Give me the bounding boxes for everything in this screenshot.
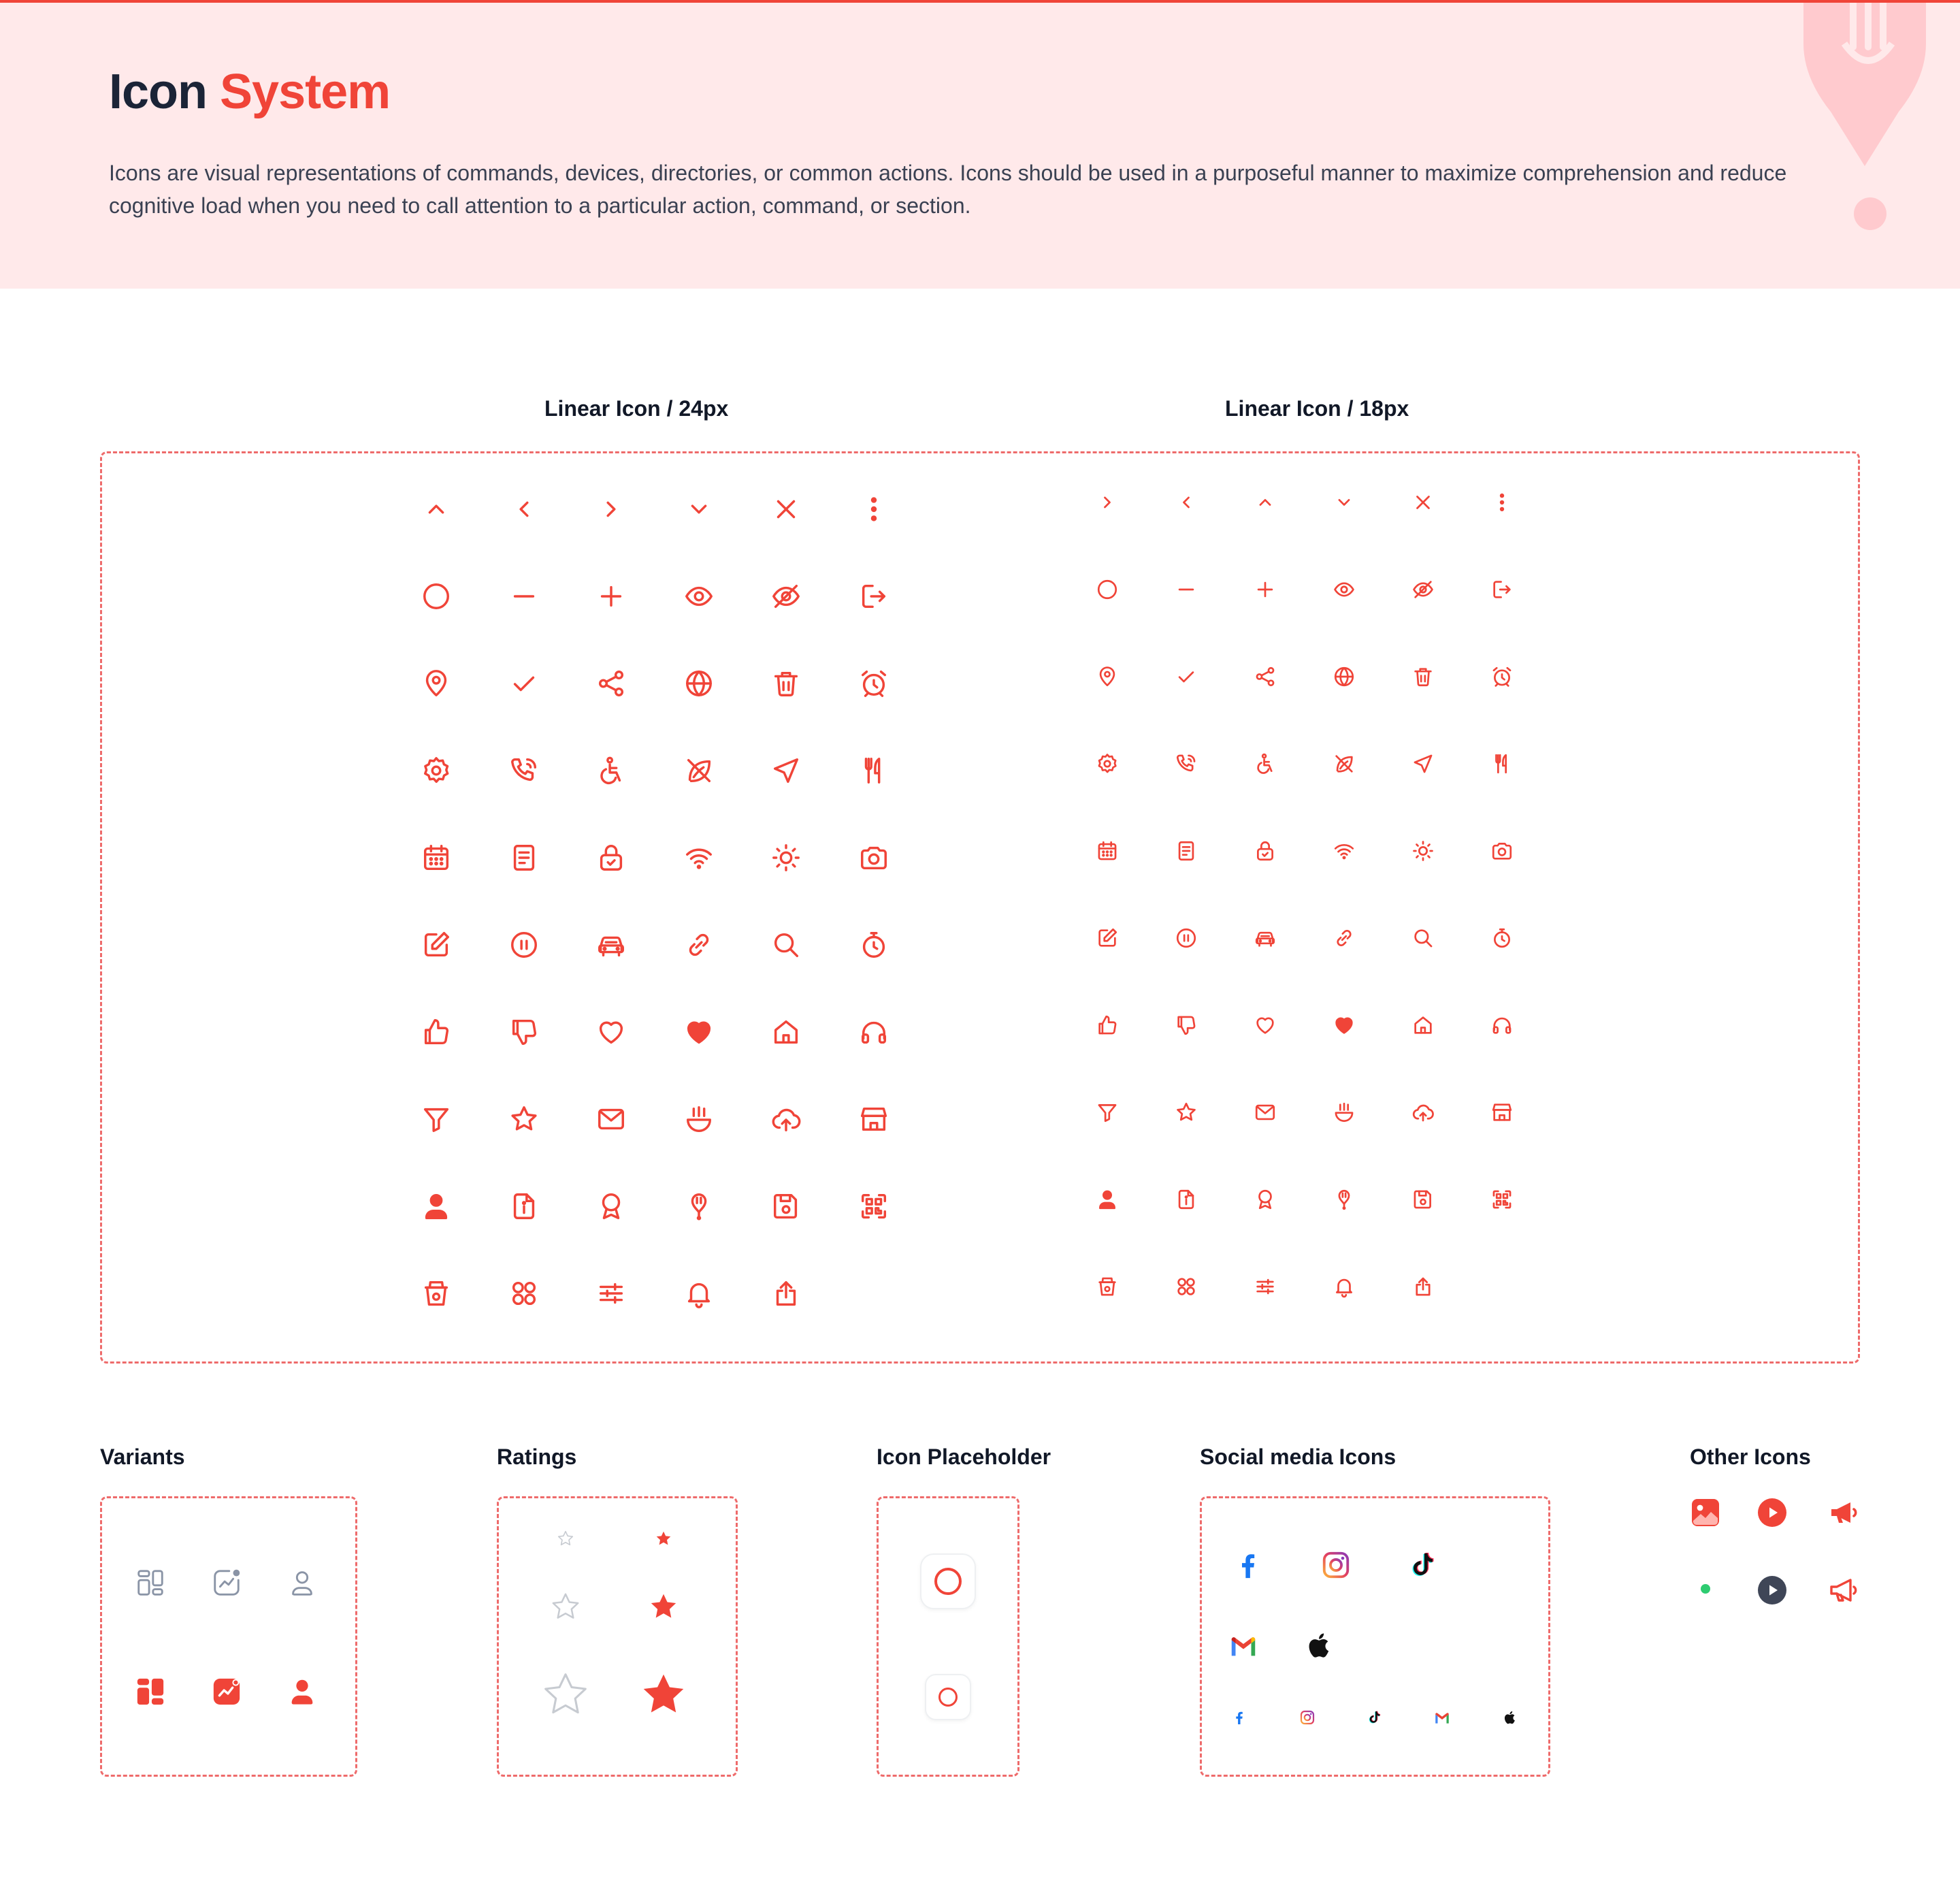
wheelchair-icon [595, 755, 627, 786]
leaf-off-icon [683, 755, 715, 786]
more-vertical-icon [1490, 491, 1514, 514]
section-title-linear-18: Linear Icon / 18px [1225, 396, 1409, 421]
document-icon [508, 842, 540, 873]
close-icon [770, 494, 802, 525]
more-vertical-icon [858, 494, 889, 525]
store-icon [858, 1103, 889, 1135]
title-part-1: Icon [109, 65, 208, 119]
page-header [0, 3, 1960, 289]
placeholder-circle-small-icon [938, 1688, 958, 1707]
location-pin-icon [421, 668, 452, 699]
cup-icon [421, 1278, 452, 1309]
chart-icon [211, 1567, 242, 1598]
icon-placeholder-small [925, 1674, 971, 1720]
calendar-icon [1096, 839, 1119, 862]
star-icon [1175, 1101, 1198, 1124]
thumbs-down-icon [1175, 1014, 1198, 1037]
fork-knife-icon [1490, 752, 1514, 775]
file-info-icon [508, 1191, 540, 1222]
section-title-ratings: Ratings [497, 1445, 577, 1469]
gmail-icon[interactable] [1228, 1631, 1259, 1662]
sliders-icon [1254, 1275, 1277, 1298]
thumbs-up-icon [421, 1016, 452, 1048]
leaf-off-icon [1333, 752, 1356, 775]
play-dark-icon [1756, 1574, 1788, 1607]
cup-icon [1096, 1275, 1119, 1298]
status-dot-icon [1700, 1583, 1711, 1594]
star-icon [508, 1103, 540, 1135]
section-title-other-icons: Other Icons [1690, 1445, 1811, 1469]
award-icon [1254, 1188, 1277, 1211]
cloud-upload-icon [1411, 1101, 1435, 1124]
user-filled-icon [1096, 1188, 1119, 1211]
home-icon [770, 1016, 802, 1048]
bell-icon [1333, 1275, 1356, 1298]
filter-icon [421, 1103, 452, 1135]
phone-call-icon [1175, 752, 1198, 775]
tiktok-icon[interactable] [1407, 1549, 1439, 1581]
star-empty-large-icon [540, 1669, 591, 1720]
bowl-icon [1333, 1101, 1356, 1124]
share-icon [595, 668, 627, 699]
minus-icon [1175, 578, 1198, 601]
heart-icon [595, 1016, 627, 1048]
megaphone-outline-icon [1827, 1574, 1860, 1607]
chevron-left-icon [508, 494, 540, 525]
sun-icon [770, 842, 802, 873]
play-red-icon [1756, 1496, 1788, 1529]
dashboard-icon [135, 1567, 166, 1598]
page-description: Icons are visual representations of commands, devices, directories, or common actions. Icons should be used in a purposeful manner to maximize comprehension and reduce cognitive load when you need to call attention to a particular action, command, or section. [109, 161, 1787, 218]
chevron-right-icon [595, 494, 627, 525]
apple-small-icon[interactable] [1502, 1709, 1518, 1726]
settings-icon [421, 755, 452, 786]
edit-icon [1096, 926, 1119, 950]
save-icon [770, 1191, 802, 1222]
instagram-small-icon[interactable] [1299, 1709, 1316, 1726]
wheelchair-icon [1254, 752, 1277, 775]
thumbs-down-icon [508, 1016, 540, 1048]
car-icon [1254, 926, 1277, 950]
lock-icon [1254, 839, 1277, 862]
sun-icon [1411, 839, 1435, 862]
chevron-right-icon [1096, 491, 1119, 514]
user-filled-icon [421, 1191, 452, 1222]
check-icon [1175, 665, 1198, 688]
placeholder-circle-icon [934, 1568, 962, 1595]
eye-icon [683, 581, 715, 612]
save-icon [1411, 1188, 1435, 1211]
document-icon [1175, 839, 1198, 862]
circle-icon [1096, 578, 1119, 601]
eye-icon [1333, 578, 1356, 601]
store-icon [1490, 1101, 1514, 1124]
cloud-upload-icon [770, 1103, 802, 1135]
user-filled-icon [287, 1676, 318, 1707]
link-icon [1333, 926, 1356, 950]
heart-icon [1254, 1014, 1277, 1037]
chevron-up-icon [421, 494, 452, 525]
logout-icon [1490, 578, 1514, 601]
heart-filled-icon [1333, 1014, 1356, 1037]
alarm-icon [858, 668, 889, 699]
pause-circle-icon [1175, 926, 1198, 950]
search-icon [1411, 926, 1435, 950]
section-title-social-media: Social media Icons [1200, 1445, 1396, 1469]
location-marker-icon [1333, 1188, 1356, 1211]
timer-icon [1490, 926, 1514, 950]
minus-icon [508, 581, 540, 612]
bowl-icon [683, 1103, 715, 1135]
plus-icon [595, 581, 627, 612]
icon-placeholder-large [920, 1553, 976, 1609]
upload-icon [770, 1278, 802, 1309]
pause-circle-icon [508, 929, 540, 961]
section-title-variants: Variants [100, 1445, 185, 1469]
wifi-icon [683, 842, 715, 873]
mail-icon [1254, 1101, 1277, 1124]
star-filled-large-icon [638, 1669, 689, 1720]
user-icon [287, 1567, 318, 1598]
linear-icons-box [100, 451, 1860, 1364]
variants-box [100, 1496, 357, 1777]
section-title-linear-24: Linear Icon / 24px [544, 396, 729, 421]
link-icon [683, 929, 715, 961]
ratings-box [497, 1496, 738, 1777]
plus-icon [1254, 578, 1277, 601]
chevron-up-icon [1254, 491, 1277, 514]
qr-code-icon [858, 1191, 889, 1222]
star-filled-medium-icon [648, 1591, 679, 1622]
star-empty-small-icon [557, 1530, 574, 1547]
section-title-icon-placeholder: Icon Placeholder [877, 1445, 1051, 1469]
timer-icon [858, 929, 889, 961]
circle-icon [421, 581, 452, 612]
qr-code-icon [1490, 1188, 1514, 1211]
headphones-icon [858, 1016, 889, 1048]
globe-icon [1333, 665, 1356, 688]
close-icon [1411, 491, 1435, 514]
eye-off-icon [1411, 578, 1435, 601]
image-icon [1689, 1496, 1722, 1529]
star-empty-medium-icon [550, 1591, 581, 1622]
location-marker-icon [683, 1191, 715, 1222]
chart-filled-icon [211, 1676, 242, 1707]
gmail-small-icon[interactable] [1433, 1709, 1451, 1727]
upload-icon [1411, 1275, 1435, 1298]
search-icon [770, 929, 802, 961]
sliders-icon [595, 1278, 627, 1309]
logout-icon [858, 581, 889, 612]
camera-icon [1490, 839, 1514, 862]
settings-icon [1096, 752, 1119, 775]
car-icon [595, 929, 627, 961]
trash-icon [1411, 665, 1435, 688]
share-icon [1254, 665, 1277, 688]
calendar-icon [421, 842, 452, 873]
grid-icon [1175, 1275, 1198, 1298]
apple-icon[interactable] [1304, 1630, 1335, 1661]
heart-filled-icon [683, 1016, 715, 1048]
tiktok-small-icon[interactable] [1367, 1709, 1383, 1726]
award-icon [595, 1191, 627, 1222]
eye-off-icon [770, 581, 802, 612]
dashboard-filled-icon [135, 1676, 166, 1707]
fork-knife-icon [858, 755, 889, 786]
thumbs-up-icon [1096, 1014, 1119, 1037]
grid-icon [508, 1278, 540, 1309]
chevron-left-icon [1175, 491, 1198, 514]
lock-icon [595, 842, 627, 873]
page-title [109, 64, 390, 120]
home-icon [1411, 1014, 1435, 1037]
wifi-icon [1333, 839, 1356, 862]
star-filled-small-icon [655, 1530, 672, 1547]
trash-icon [770, 668, 802, 699]
alarm-icon [1490, 665, 1514, 688]
chevron-down-icon [1333, 491, 1356, 514]
facebook-small-icon[interactable] [1231, 1709, 1247, 1726]
facebook-icon[interactable] [1232, 1549, 1264, 1581]
bell-icon [683, 1278, 715, 1309]
navigation-icon [770, 755, 802, 786]
instagram-icon[interactable] [1320, 1549, 1352, 1581]
file-info-icon [1175, 1188, 1198, 1211]
navigation-icon [1411, 752, 1435, 775]
mail-icon [595, 1103, 627, 1135]
headphones-icon [1490, 1014, 1514, 1037]
placeholder-box [877, 1496, 1019, 1777]
edit-icon [421, 929, 452, 961]
check-icon [508, 668, 540, 699]
chevron-down-icon [683, 494, 715, 525]
location-pin-icon [1096, 665, 1119, 688]
megaphone-filled-icon [1827, 1496, 1860, 1529]
filter-icon [1096, 1101, 1119, 1124]
phone-call-icon [508, 755, 540, 786]
globe-icon [683, 668, 715, 699]
camera-icon [858, 842, 889, 873]
restaurant-pin-icon [1790, 3, 1940, 241]
title-part-2: System [220, 65, 391, 119]
